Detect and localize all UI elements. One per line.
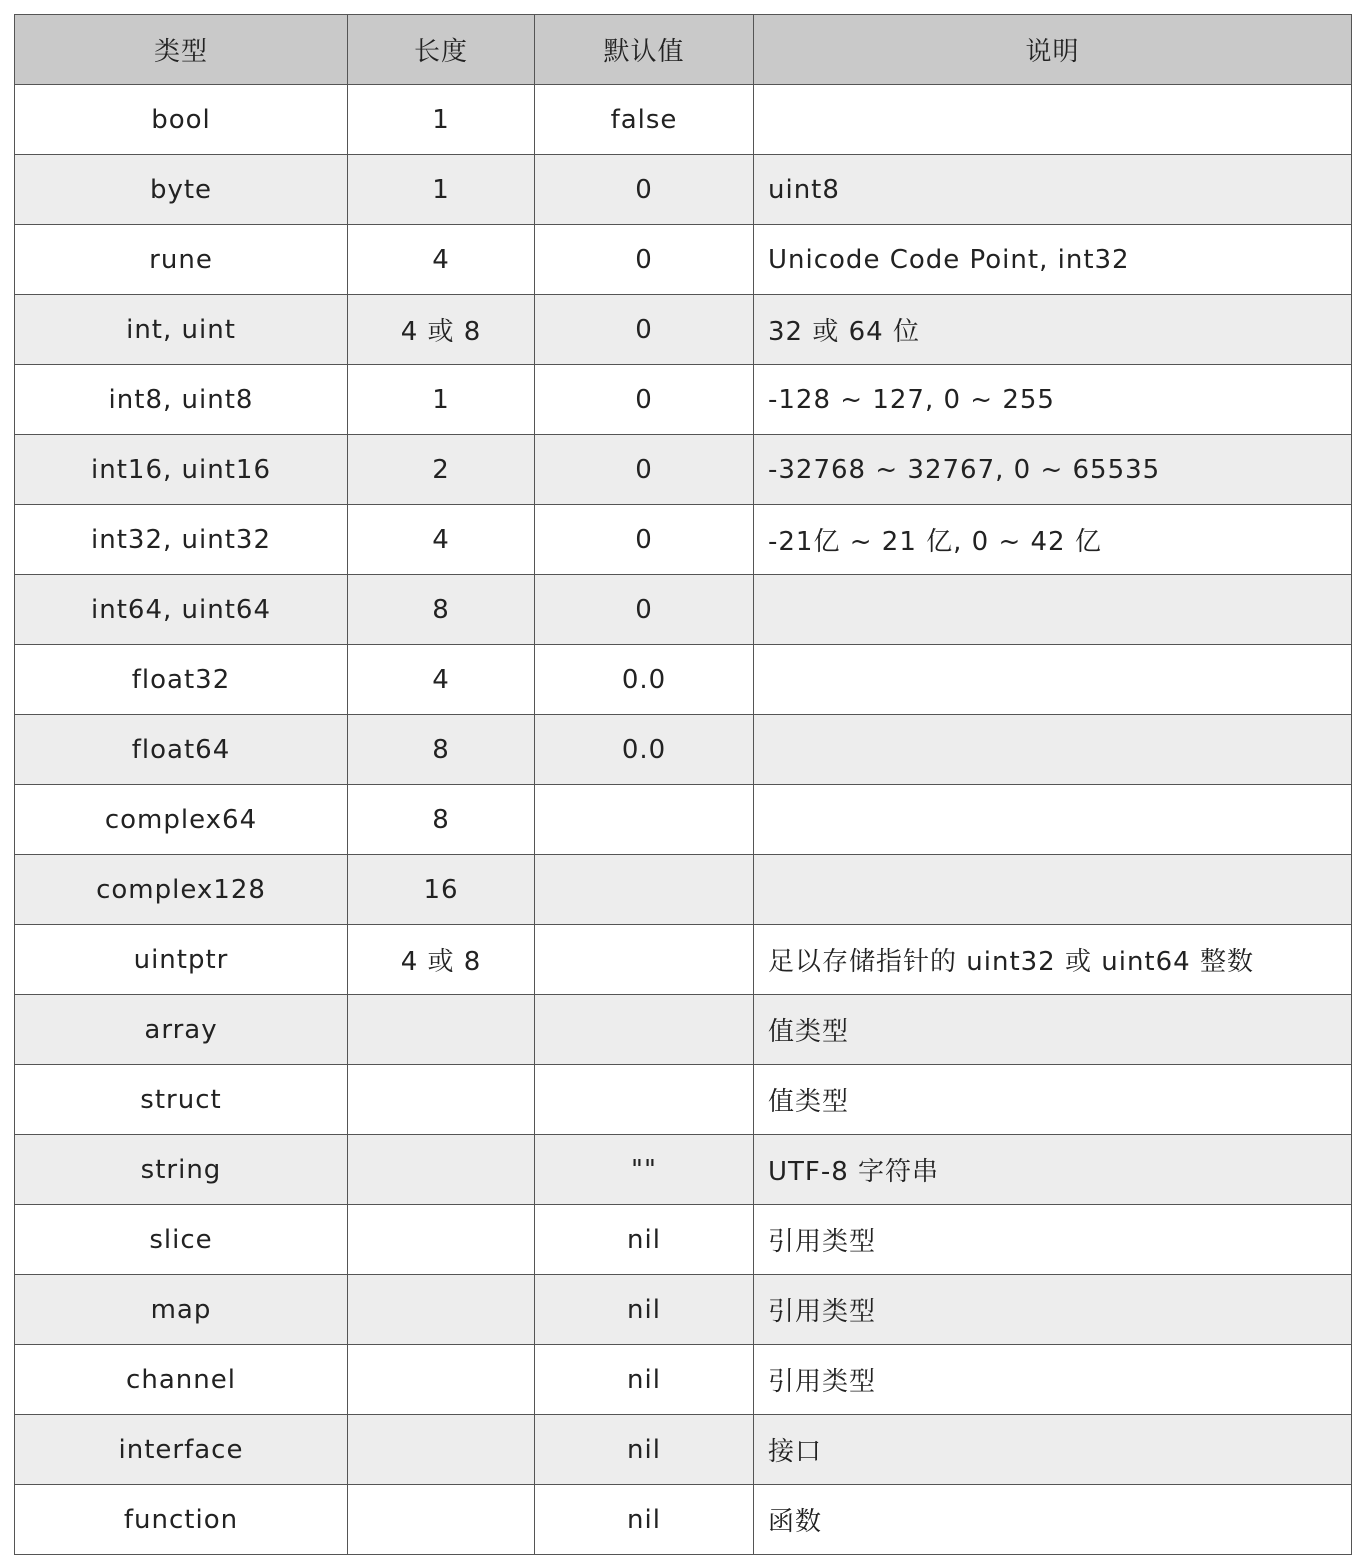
cell-description: 值类型 bbox=[754, 995, 1352, 1065]
table-row bbox=[15, 1345, 1352, 1415]
cell-default bbox=[535, 1065, 754, 1135]
cell-description bbox=[754, 575, 1352, 645]
table-row bbox=[15, 1415, 1352, 1485]
table-row bbox=[15, 925, 1352, 995]
cell-default: 0 bbox=[535, 295, 754, 365]
cell-default: 0 bbox=[535, 225, 754, 295]
cell-length: 2 bbox=[348, 435, 535, 505]
data-types-table bbox=[14, 14, 1352, 1555]
table-row bbox=[15, 155, 1352, 225]
cell-type: byte bbox=[15, 155, 348, 225]
cell-length: 4 bbox=[348, 505, 535, 575]
table-row bbox=[15, 505, 1352, 575]
cell-description: 值类型 bbox=[754, 1065, 1352, 1135]
table-row bbox=[15, 1135, 1352, 1205]
table-row bbox=[15, 575, 1352, 645]
cell-type: bool bbox=[15, 85, 348, 155]
header-type: 类型 bbox=[15, 15, 348, 85]
cell-type: int8, uint8 bbox=[15, 365, 348, 435]
cell-description: Unicode Code Point, int32 bbox=[754, 225, 1352, 295]
cell-default: 0.0 bbox=[535, 645, 754, 715]
cell-default: 0 bbox=[535, 505, 754, 575]
cell-length bbox=[348, 1065, 535, 1135]
cell-description: 引用类型 bbox=[754, 1275, 1352, 1345]
cell-length: 1 bbox=[348, 155, 535, 225]
cell-description: 接口 bbox=[754, 1415, 1352, 1485]
cell-description bbox=[754, 85, 1352, 155]
cell-type: uintptr bbox=[15, 925, 348, 995]
cell-default: 0 bbox=[535, 575, 754, 645]
cell-type: string bbox=[15, 1135, 348, 1205]
cell-type: slice bbox=[15, 1205, 348, 1275]
cell-description bbox=[754, 715, 1352, 785]
table-row bbox=[15, 85, 1352, 155]
header-length: 长度 bbox=[348, 15, 535, 85]
table-body bbox=[15, 85, 1352, 1555]
cell-length bbox=[348, 1485, 535, 1555]
cell-default bbox=[535, 995, 754, 1065]
cell-default: nil bbox=[535, 1415, 754, 1485]
cell-length bbox=[348, 1135, 535, 1205]
cell-default: false bbox=[535, 85, 754, 155]
header-description: 说明 bbox=[754, 15, 1352, 85]
cell-length: 1 bbox=[348, 365, 535, 435]
cell-length: 4 或 8 bbox=[348, 295, 535, 365]
cell-description: 函数 bbox=[754, 1485, 1352, 1555]
cell-description: 足以存储指针的 uint32 或 uint64 整数 bbox=[754, 925, 1352, 995]
cell-length: 8 bbox=[348, 785, 535, 855]
data-types-table-wrapper bbox=[14, 14, 1352, 1555]
cell-default: nil bbox=[535, 1275, 754, 1345]
table-row bbox=[15, 785, 1352, 855]
table-row bbox=[15, 715, 1352, 785]
table-row bbox=[15, 645, 1352, 715]
cell-length bbox=[348, 1415, 535, 1485]
cell-type: interface bbox=[15, 1415, 348, 1485]
cell-length: 1 bbox=[348, 85, 535, 155]
cell-type: int32, uint32 bbox=[15, 505, 348, 575]
table-row bbox=[15, 1205, 1352, 1275]
table-row bbox=[15, 1275, 1352, 1345]
table-row bbox=[15, 435, 1352, 505]
cell-type: complex64 bbox=[15, 785, 348, 855]
table-header bbox=[15, 15, 1352, 85]
cell-description: -21亿 ~ 21 亿, 0 ~ 42 亿 bbox=[754, 505, 1352, 575]
cell-type: float32 bbox=[15, 645, 348, 715]
cell-default bbox=[535, 785, 754, 855]
cell-description: UTF-8 字符串 bbox=[754, 1135, 1352, 1205]
cell-type: int64, uint64 bbox=[15, 575, 348, 645]
cell-default: nil bbox=[535, 1205, 754, 1275]
cell-default: nil bbox=[535, 1485, 754, 1555]
cell-type: array bbox=[15, 995, 348, 1065]
cell-default: "" bbox=[535, 1135, 754, 1205]
cell-default bbox=[535, 925, 754, 995]
cell-type: map bbox=[15, 1275, 348, 1345]
cell-description: uint8 bbox=[754, 155, 1352, 225]
cell-default: 0 bbox=[535, 365, 754, 435]
cell-default: 0 bbox=[535, 155, 754, 225]
table-row bbox=[15, 295, 1352, 365]
cell-type: function bbox=[15, 1485, 348, 1555]
cell-length bbox=[348, 995, 535, 1065]
table-row bbox=[15, 365, 1352, 435]
table-row bbox=[15, 225, 1352, 295]
cell-description: 引用类型 bbox=[754, 1205, 1352, 1275]
cell-type: int, uint bbox=[15, 295, 348, 365]
cell-length: 4 bbox=[348, 645, 535, 715]
cell-length bbox=[348, 1205, 535, 1275]
table-row bbox=[15, 995, 1352, 1065]
header-row bbox=[15, 15, 1352, 85]
header-default: 默认值 bbox=[535, 15, 754, 85]
cell-default: nil bbox=[535, 1345, 754, 1415]
cell-length: 4 或 8 bbox=[348, 925, 535, 995]
table-row bbox=[15, 1065, 1352, 1135]
cell-length: 8 bbox=[348, 575, 535, 645]
cell-length: 8 bbox=[348, 715, 535, 785]
cell-default bbox=[535, 855, 754, 925]
cell-description bbox=[754, 645, 1352, 715]
table-row bbox=[15, 855, 1352, 925]
cell-type: channel bbox=[15, 1345, 348, 1415]
cell-default: 0.0 bbox=[535, 715, 754, 785]
cell-description bbox=[754, 785, 1352, 855]
cell-description bbox=[754, 855, 1352, 925]
cell-length: 16 bbox=[348, 855, 535, 925]
cell-type: struct bbox=[15, 1065, 348, 1135]
cell-type: int16, uint16 bbox=[15, 435, 348, 505]
cell-length: 4 bbox=[348, 225, 535, 295]
cell-description: 32 或 64 位 bbox=[754, 295, 1352, 365]
cell-description: -32768 ~ 32767, 0 ~ 65535 bbox=[754, 435, 1352, 505]
cell-default: 0 bbox=[535, 435, 754, 505]
cell-description: -128 ~ 127, 0 ~ 255 bbox=[754, 365, 1352, 435]
cell-description: 引用类型 bbox=[754, 1345, 1352, 1415]
cell-length bbox=[348, 1275, 535, 1345]
cell-type: rune bbox=[15, 225, 348, 295]
table-row bbox=[15, 1485, 1352, 1555]
cell-type: float64 bbox=[15, 715, 348, 785]
cell-type: complex128 bbox=[15, 855, 348, 925]
cell-length bbox=[348, 1345, 535, 1415]
